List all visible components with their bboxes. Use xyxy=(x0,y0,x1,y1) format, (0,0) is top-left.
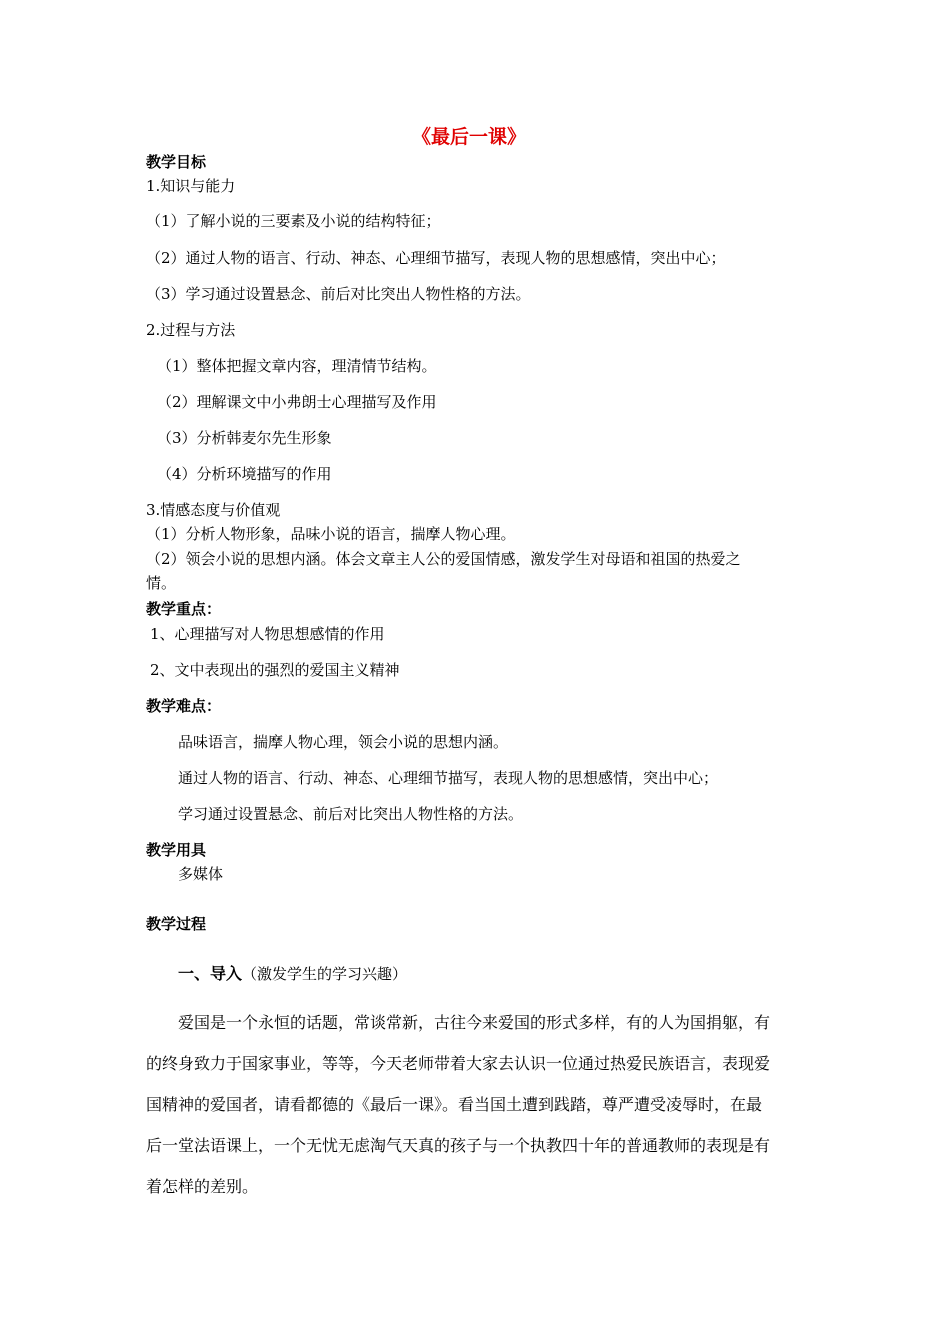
objective-section-2-title: 2.过程与方法 xyxy=(146,321,236,339)
objective-2-item-2: （2）理解课文中小弗朗士心理描写及作用 xyxy=(157,393,437,411)
objective-1-item-2: （2）通过人物的语言、行动、神态、心理细节描写，表现人物的思想感情，突出中心； xyxy=(146,249,726,267)
tools-heading: 教学用具 xyxy=(146,841,207,859)
document-title: 《最后一课》 xyxy=(412,126,527,148)
intro-paragraph-line-3: 国精神的爱国者，请看都德的《最后一课》。看当国土遭到践踏，尊严遭受凌辱时，在最 xyxy=(146,1095,763,1114)
objective-2-item-1: （1）整体把握文章内容，理清情节结构。 xyxy=(157,357,437,375)
intro-paragraph-line-4: 后一堂法语课上，一个无忧无虑淘气天真的孩子与一个执教四十年的普通教师的表现是有 xyxy=(146,1136,771,1155)
process-step-1 xyxy=(178,963,407,985)
key-points-heading: 教学重点： xyxy=(146,600,222,618)
objective-2-item-3: （3）分析韩麦尔先生形象 xyxy=(157,429,332,447)
intro-paragraph-line-1: 爱国是一个永恒的话题，常谈常新，古往今来爱国的形式多样，有的人为国捐躯，有 xyxy=(178,1013,771,1032)
objective-section-1-title: 1.知识与能力 xyxy=(146,177,236,195)
objective-3-item-1: （1）分析人物形象，品味小说的语言，揣摩人物心理。 xyxy=(146,525,516,543)
step-1-label: 一、导入 xyxy=(178,964,243,983)
objectives-heading: 教学目标 xyxy=(146,153,207,171)
objective-1-item-1: （1）了解小说的三要素及小说的结构特征； xyxy=(146,212,441,230)
objective-1-item-3: （3）学习通过设置悬念、前后对比突出人物性格的方法。 xyxy=(146,285,531,303)
intro-paragraph-line-2: 的终身致力于国家事业，等等，今天老师带着大家去认识一位通过热爱民族语言，表现爱 xyxy=(146,1054,771,1073)
difficulty-3: 学习通过设置悬念、前后对比突出人物性格的方法。 xyxy=(178,805,524,823)
key-point-1: 1、心理描写对人物思想感情的作用 xyxy=(150,625,385,643)
process-heading: 教学过程 xyxy=(146,915,207,933)
difficulty-1: 品味语言，揣摩人物心理，领会小说的思想内涵。 xyxy=(178,733,509,751)
objective-2-item-4: （4）分析环境描写的作用 xyxy=(157,465,332,483)
tools-value: 多媒体 xyxy=(178,865,224,883)
step-1-note: （激发学生的学习兴趣） xyxy=(242,965,408,983)
difficulty-2: 通过人物的语言、行动、神态、心理细节描写，表现人物的思想感情，突出中心； xyxy=(178,769,719,787)
objective-3-item-2-line-2: 情。 xyxy=(146,574,177,592)
key-point-2: 2、文中表现出的强烈的爱国主义精神 xyxy=(150,661,400,679)
objective-section-3-title: 3.情感态度与价值观 xyxy=(146,501,281,519)
objective-3-item-2-line-1: （2）领会小说的思想内涵。体会文章主人公的爱国情感，激发学生对母语和祖国的热爱之 xyxy=(146,550,741,568)
intro-paragraph-line-5: 着怎样的差别。 xyxy=(146,1177,259,1196)
difficulties-heading: 教学难点： xyxy=(146,697,222,715)
